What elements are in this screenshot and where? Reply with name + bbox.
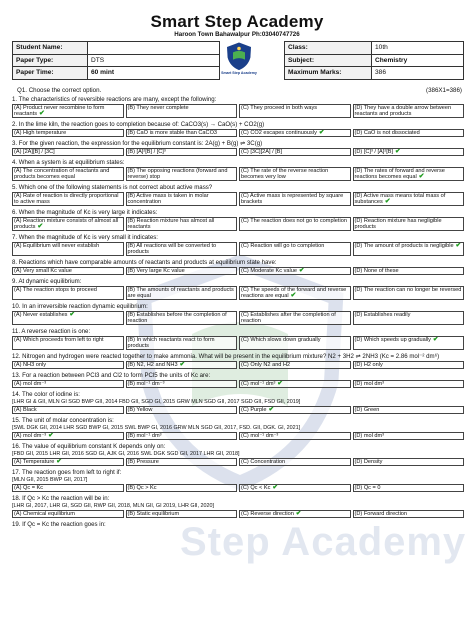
option-a[interactable] (12, 104, 124, 118)
option-d[interactable] (353, 458, 465, 466)
option-label: (C) Moderate Kc value (241, 268, 297, 274)
option-label: (A) Reaction mixture consists of almost all products (14, 218, 119, 231)
student-name-value[interactable] (88, 42, 220, 55)
option-label: (C) The speeds of the forward and reverse reactions are equal (241, 287, 347, 300)
option-label: (A) Temperature (14, 459, 55, 465)
options-row (12, 148, 464, 156)
options-row (12, 167, 464, 181)
option-label: (C) Which slows down gradually (241, 337, 321, 343)
option-c[interactable] (239, 336, 351, 350)
option-d[interactable] (353, 267, 465, 275)
option-a[interactable] (12, 484, 124, 492)
option-c[interactable] (239, 192, 351, 206)
option-d[interactable] (353, 432, 465, 440)
question-source: [MLN GII, 2015 BWP GII, 2017] (12, 477, 88, 483)
option-d[interactable] (353, 484, 465, 492)
options-row (12, 336, 464, 350)
option-a[interactable] (12, 242, 124, 256)
option-label: (C) The rate of the reverse reaction becomes very low (241, 168, 329, 181)
checkmark-icon: ✔ (416, 173, 425, 181)
option-b[interactable] (126, 267, 238, 275)
checkmark-icon: ✔ (266, 406, 275, 413)
class-value: 10th (372, 42, 464, 55)
options-row (12, 458, 464, 466)
checkmark-icon: ✔ (288, 292, 297, 300)
option-label: (C) Reverse direction (241, 511, 294, 517)
option-label: (B) mol⁻¹ dm⁻³ (127, 381, 165, 387)
academy-logo (213, 41, 265, 81)
option-c[interactable] (239, 458, 351, 466)
option-label: (D) Qc = 0 (354, 485, 381, 491)
option-b[interactable] (126, 336, 238, 350)
question-text: 1. The characteristics of reversible reactions are many, except the following: (12, 96, 217, 103)
option-a[interactable] (12, 286, 124, 300)
option-a[interactable] (12, 192, 124, 206)
academy-title: Smart Step Academy (150, 12, 324, 31)
checkmark-icon: ✔ (270, 484, 279, 491)
options-row (12, 129, 464, 137)
option-a[interactable] (12, 458, 124, 466)
option-label: (D) They have a double arrow between reactants and products (354, 105, 452, 118)
option-label: (A) High temperature (14, 130, 67, 136)
option-label: (D) None of these (354, 268, 399, 274)
option-c[interactable] (239, 361, 351, 369)
checkmark-icon: ✔ (177, 361, 186, 368)
option-label: (A) [2A][B] / [3C] (14, 149, 55, 155)
option-label: (D) The reaction can no longer be reversed (354, 287, 462, 293)
option-label: (C) The reaction does not go to completion (241, 218, 347, 224)
option-label: (C) Only N2 and H2 (241, 362, 291, 368)
class-label: Class: (285, 42, 372, 55)
watermark-text: Step Academy (180, 520, 467, 564)
option-b[interactable] (126, 380, 238, 388)
option-c[interactable] (239, 484, 351, 492)
option-label: (C) Reaction will go to completion (241, 243, 325, 249)
option-label: (B) Yellow (127, 407, 153, 413)
option-label: (D) [C]³ / [A]²[B] (354, 149, 394, 155)
question-text: 19. If Qc = Kc the reaction goes in: (12, 521, 106, 528)
option-label: (B) CaO is more stable than CaCO3 (127, 130, 218, 136)
option-b[interactable] (126, 217, 238, 231)
options-row (12, 432, 464, 440)
checkmark-icon: ✔ (393, 148, 401, 155)
option-d[interactable] (353, 104, 465, 118)
option-label: (A) Chemical equilibrium (14, 511, 75, 517)
options-row (12, 104, 464, 118)
question-text: 3. For the given reaction, the expression for the equilibrium constant is: 2A(g) + B(g) ⇌ 3C(g) (12, 140, 263, 147)
option-label: (A) mol dm⁻³ (14, 381, 47, 387)
question-text: 17. The reaction goes from left to right if: (12, 469, 122, 476)
question-text: 6. When the magnitude of Kc is very large it indicates: (12, 209, 158, 216)
option-label: (A) Qc = Kc (14, 485, 44, 491)
option-a[interactable] (12, 432, 124, 440)
option-label: (B) All reactions will be converted to products (127, 243, 217, 256)
option-c[interactable] (239, 267, 351, 275)
option-d[interactable] (353, 361, 465, 369)
option-label: (A) The reaction stops to proceed (14, 287, 97, 293)
checkmark-icon: ✔ (67, 311, 76, 318)
option-b[interactable] (126, 167, 238, 181)
paper-time-value: 60 mint (88, 67, 220, 80)
option-label: (A) Never establishes (14, 312, 68, 318)
option-label: (D) Establishes readily (354, 312, 411, 318)
option-label: (D) Forward direction (354, 511, 408, 517)
option-c[interactable] (239, 129, 351, 137)
option-b[interactable] (126, 432, 238, 440)
question-text: 9. At dynamic equilibrium: (12, 278, 82, 285)
section-marks: (386X1=386) (426, 87, 462, 94)
option-b[interactable] (126, 484, 238, 492)
option-label: (A) Very small Kc value (14, 268, 72, 274)
option-c[interactable] (239, 286, 351, 300)
option-d[interactable] (353, 129, 465, 137)
checkmark-icon: ✔ (430, 336, 439, 343)
option-label: (B) Active mass is taken in molar concentration (127, 193, 209, 206)
option-a[interactable] (12, 311, 124, 325)
option-label: (A) Equilibrium will never establish (14, 243, 100, 249)
logo-text: Smart Step Academy (221, 71, 257, 75)
option-label: (D) mol dm³ (354, 433, 385, 439)
option-c[interactable] (239, 432, 351, 440)
option-label: (B) N2, H2 and NH3 (127, 362, 178, 368)
option-b[interactable] (126, 406, 238, 414)
option-d[interactable] (353, 510, 465, 518)
option-c[interactable] (239, 167, 351, 181)
option-label: (C) Active mass is represented by square brackets (241, 193, 344, 206)
subject-label: Subject: (285, 54, 372, 67)
checkmark-icon: ✔ (293, 510, 302, 517)
options-row (12, 267, 464, 275)
option-label: (D) Green (354, 407, 380, 413)
option-label: (C) mol⁻¹ dm³ (241, 381, 276, 387)
option-b[interactable] (126, 311, 238, 325)
section-label: Q1. Choose the correct option. (17, 87, 102, 94)
option-c[interactable] (239, 242, 351, 256)
shield-logo-icon (224, 41, 254, 71)
paper-type-value: DTS (88, 54, 220, 67)
options-row (12, 510, 464, 518)
question-text: 11. A reverse reaction is one: (12, 328, 91, 335)
options-row (12, 286, 464, 300)
student-name-label: Student Name: (13, 42, 88, 55)
option-label: (D) CaO is not dissociated (354, 130, 420, 136)
option-c[interactable] (239, 311, 351, 325)
question-source: [LHR GI & GII, MLN GI SGD BWP GII, 2014 FBD GII, SGD GI, 2015 GRW MLN SGD GII, 2017 SGD GII, FSD GII, 2019] (12, 399, 301, 405)
option-a[interactable] (12, 129, 124, 137)
option-d[interactable] (353, 242, 465, 256)
question-text: 5. Which one of the following statements is not correct about active mass? (12, 184, 213, 191)
option-label: (B) Reaction mixture has almost all reactants (127, 218, 215, 231)
question-text: 2. In the lime kiln, the reaction goes to completion because of: CaCO3(s) → CaO(s) + CO2(g) (12, 121, 265, 128)
options-row (12, 406, 464, 414)
option-c[interactable] (239, 406, 351, 414)
option-b[interactable] (126, 148, 238, 156)
option-a[interactable] (12, 148, 124, 156)
option-label: (C) Establishes after the completion of reaction (241, 312, 336, 325)
option-label: (B) The amounts of reactants and products are equal (127, 287, 234, 300)
option-label: (C) [3C][2A] / [B] (241, 149, 283, 155)
option-a[interactable] (12, 510, 124, 518)
option-label: (D) Reaction mixture has negligible products (354, 218, 442, 231)
option-label: (B) Qc > Kc (127, 485, 157, 491)
option-label: (C) mol⁻¹ dm⁻³ (241, 433, 279, 439)
option-label: (B) In which reactants react to form products (127, 337, 215, 350)
option-label: (A) Which proceeds from left to right (14, 337, 104, 343)
option-a[interactable] (12, 380, 124, 388)
option-label: (B) Very large Kc value (127, 268, 185, 274)
option-a[interactable] (12, 167, 124, 181)
option-d[interactable] (353, 380, 465, 388)
options-row (12, 192, 464, 206)
max-marks-label: Maximum Marks: (285, 67, 372, 80)
option-b[interactable] (126, 242, 238, 256)
checkmark-icon: ✔ (296, 267, 305, 274)
option-label: (A) NH3 only (14, 362, 47, 368)
option-label: (D) The amount of products is negligible (354, 243, 454, 249)
question-source: [SWL DGK GII, 2014 LHR SGD BWP GI, 2015 SWL BWP GI, 2016 GRW MLN SGD GII, 2017, FSD. GII, DGK. GI, 2021] (12, 425, 301, 431)
option-d[interactable] (353, 148, 465, 156)
paper-type-label: Paper Type: (13, 54, 88, 67)
checkmark-icon: ✔ (37, 110, 45, 118)
question-text: 8. Reactions which have comparable amounts of reactants and products at equilibrium state have: (12, 259, 277, 266)
option-b[interactable] (126, 192, 238, 206)
question-text: 10. In an irreversible reaction dynamic equilibrium: (12, 303, 148, 310)
options-row (12, 242, 464, 256)
option-a[interactable] (12, 336, 124, 350)
question-text: 4. When a system is at equilibrium states: (12, 159, 125, 166)
checkmark-icon: ✔ (453, 242, 462, 249)
academy-address: Haroon Town Bahawalpur Ph:03040747726 (174, 31, 300, 38)
option-label: (B) Pressure (127, 459, 159, 465)
option-label: (D) Active mass means total mass of substances (354, 193, 446, 206)
option-c[interactable] (239, 217, 351, 231)
option-label: (B) They never complete (127, 105, 189, 111)
option-d[interactable] (353, 311, 465, 325)
option-a[interactable] (12, 267, 124, 275)
question-text: 13. For a reaction between PCl3 and Cl2 to form PCl5 the units of Kc are: (12, 372, 211, 379)
option-label: (D) H2 only (354, 362, 383, 368)
subject-value: Chemistry (372, 54, 464, 67)
checkmark-icon: ✔ (275, 380, 284, 387)
option-c[interactable] (239, 380, 351, 388)
checkmark-icon: ✔ (382, 198, 391, 206)
question-text: 7. When the magnitude of Kc is very small it indicates: (12, 234, 158, 241)
option-b[interactable] (126, 104, 238, 118)
option-label: (A) Product never recombine to form reactants (14, 105, 105, 118)
option-label: (D) mol dm³ (354, 381, 385, 387)
option-a[interactable] (12, 406, 124, 414)
options-row (12, 217, 464, 231)
option-label: (B) Establishes before the completion of reaction (127, 312, 227, 325)
section-heading (17, 87, 462, 94)
option-b[interactable] (126, 361, 238, 369)
question-text: 15. The unit of molar concentration is: (12, 417, 114, 424)
option-c[interactable] (239, 148, 351, 156)
option-label: (A) mol dm⁻³ (14, 433, 47, 439)
option-b[interactable] (126, 286, 238, 300)
question-text: 18. If Qc > Kc the reaction will be in: (12, 495, 110, 502)
option-label: (D) The rates of forward and reverse reactions becomes equal (354, 168, 445, 181)
options-row (12, 380, 464, 388)
question-text: 12. Nitrogen and hydrogen were reacted together to make ammonia. What will be present in the equilibrium mixture? N2 + 3H2 ⇌ 2NH3 (Kc = 2.86 mol⁻² dm⁶) (12, 353, 440, 360)
options-row (12, 484, 464, 492)
option-d[interactable] (353, 167, 465, 181)
checkmark-icon: ✔ (35, 223, 44, 231)
option-label: (C) Concentration (241, 459, 286, 465)
option-label: (B) [A]²[B] / [C]³ (127, 149, 166, 155)
question-source: [LHR GI, 2017, LHR GI, SGD GII, RWP GII, 2018, MLN GII, GI 2019, LHR GII, 2020] (12, 503, 215, 509)
question-source: [FBD GII, 2015 LHR GII, 2016 SGD GI, AJK GI, 2016 SWL DGK SGD GII, 2017 LHR GII, 2018] (12, 451, 240, 457)
option-label: (C) CO2 escapes continuously (241, 130, 317, 136)
option-d[interactable] (353, 217, 465, 231)
option-d[interactable] (353, 406, 465, 414)
option-a[interactable] (12, 361, 124, 369)
option-label: (C) They proceed in both ways (241, 105, 318, 111)
option-label: (D) Which speeds up gradually (354, 337, 431, 343)
option-label: (A) Rate of reaction is directly proportional to active mass (14, 193, 119, 206)
option-label: (C) Qc < Kc (241, 485, 271, 491)
checkmark-icon: ✔ (316, 129, 325, 136)
max-marks-value: 386 (372, 67, 464, 80)
options-row (12, 361, 464, 369)
option-b[interactable] (126, 458, 238, 466)
option-label: (C) Purple (241, 407, 267, 413)
option-d[interactable] (353, 286, 465, 300)
option-c[interactable] (239, 510, 351, 518)
option-d[interactable] (353, 336, 465, 350)
options-row (12, 311, 464, 325)
option-label: (D) Density (354, 459, 383, 465)
option-label: (B) The opposing reactions (forward and reverse) stop (127, 168, 228, 181)
question-text: 16. The value of equilibrium constant K depends only on: (12, 443, 166, 450)
option-label: (B) mol⁻¹ dm³ (127, 433, 162, 439)
paper-time-label: Paper Time: (13, 67, 88, 80)
checkmark-icon: ✔ (46, 432, 54, 439)
option-b[interactable] (126, 129, 238, 137)
option-a[interactable] (12, 217, 124, 231)
option-b[interactable] (126, 510, 238, 518)
question-text: 14. The color of iodine is: (12, 391, 80, 398)
option-d[interactable] (353, 192, 465, 206)
option-label: (A) The concentration of reactants and products becomes equal (14, 168, 110, 181)
option-label: (A) Black (14, 407, 37, 413)
option-label: (B) Static equilibrium (127, 511, 180, 517)
checkmark-icon: ✔ (54, 458, 63, 465)
option-c[interactable] (239, 104, 351, 118)
